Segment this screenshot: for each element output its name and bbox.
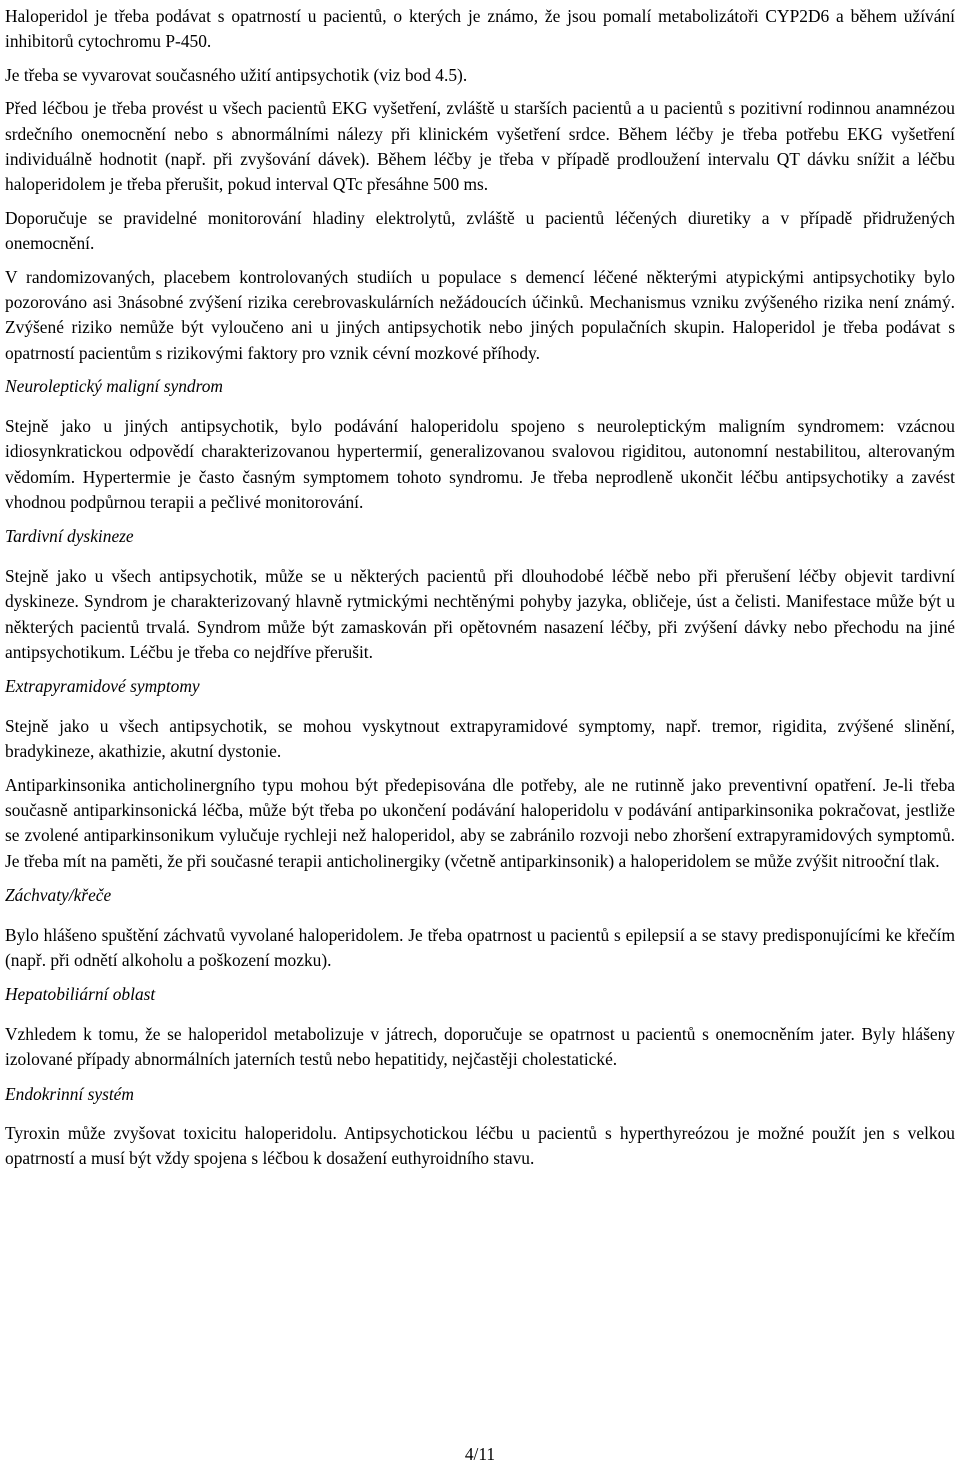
heading-endocrine: Endokrinní systém xyxy=(5,1083,134,1104)
paragraph-tardive-dyskinesia: Stejně jako u všech antipsychotik, může se u některých pacientů při dlouhodobé léčbě nebo při přerušení léčby objevit tardivní dyskineze. Syndrom je charakterizovaný hlavně rytmickými nechtěnými pohyby jazyka, obličeje, úst a čelisti. Manifestace může být u některých pacientů trvalá. Syndrom může být zamaskován při opětovném nasazení léčby, při zvýšení dávky nebo přechodu na jiné antipsychotikum. Léčbu je třeba co nejdříve přerušit. xyxy=(5,565,955,662)
heading-nms: Neuroleptický maligní syndrom xyxy=(5,376,223,397)
page-number: 4/11 xyxy=(464,1444,496,1464)
document-page xyxy=(5,0,955,1172)
heading-seizures: Záchvaty/křeče xyxy=(5,885,112,906)
paragraph-seizures: Bylo hlášeno spuštění záchvatů vyvolané haloperidolem. Je třeba opatrnost u pacientů s epilepsií a se stavy predisponujícími ke křečím (např. při odnětí alkoholu a poškození mozku). xyxy=(5,924,955,970)
paragraph-dementia: V randomizovaných, placebem kontrolovaných studiích u populace s demencí léčené některými atypickými antipsychotiky bylo pozorováno asi 3násobné zvýšení rizika cerebrovaskulárních nežádoucích účinků. Mechanismus vzniku zvýšeného rizika není známý. Zvýšené riziko nemůže být vyloučeno ani u jiných antipsychotik nebo jiných populačních skupin. Haloperidol je třeba podávat s opatrností pacientům s rizikovými faktory pro vznik cévní mozkové příhody. xyxy=(5,266,955,363)
paragraph-ekg: Před léčbou je třeba provést u všech pacientů EKG vyšetření, zvláště u starších pacientů a u pacientů s pozitivní rodinnou anamnézou srdečního onemocnění nebo s abnormálními nálezy při klinickém vyšetření srdce. Během léčby je třeba potřebu EKG vyšetření individuálně hodnotit (např. při zvyšování dávek). Během léčby je třeba v případě prodloužení intervalu QT dávku snížit a léčbu haloperidolem je třeba přerušit, pokud interval QTc přesáhne 500 ms. xyxy=(5,98,955,195)
heading-extrapyramidal: Extrapyramidové symptomy xyxy=(5,676,200,697)
paragraph-extrapyramidal-1: Stejně jako u všech antipsychotik, se mohou vyskytnout extrapyramidové symptomy, např. tremor, rigidita, zvýšené slinění, bradykineze, akathizie, akutní dystonie. xyxy=(5,715,955,762)
paragraph-electrolytes: Doporučuje se pravidelné monitorování hladiny elektrolytů, zvláště u pacientů léčených diuretiky a v případě přidružených onemocnění. xyxy=(5,207,955,254)
paragraph-hepatobiliary: Vzhledem k tomu, že se haloperidol metabolizuje v játrech, doporučuje se opatrnost u pacientů s onemocněním jater. Byly hlášeny izolované případy abnormálních jaterních testů nebo hepatitidy, nejčastěji cholestatické. xyxy=(5,1023,955,1070)
paragraph-antipsychotics: Je třeba se vyvarovat současného užití antipsychotik (viz bod 4.5). xyxy=(5,64,468,85)
heading-tardive-dyskinesia: Tardivní dyskineze xyxy=(5,526,134,547)
paragraph-nms: Stejně jako u jiných antipsychotik, bylo podávání haloperidolu spojeno s neuroleptickým maligním syndromem: vzácnou idiosynkratickou odpovědí charakterizovanou hypertermií, generalizovanou svalovou rigiditou, autonomní nestabilitou, alterovaným vědomím. Hypertermie je často časným symptomem tohoto syndromu. Je třeba neprodleně ukončit léčbu antipsychotiky a zavést vhodnou podpůrnou terapii a pečlivé monitorování. xyxy=(5,415,955,512)
paragraph-endocrine: Tyroxin může zvyšovat toxicitu haloperidolu. Antipsychotickou léčbu u pacientů s hyperthyreózou je možné použít jen s velkou opatrností a musí být vždy spojena s léčbou k dosažení euthyroidního stavu. xyxy=(5,1123,955,1169)
paragraph-cyp2d6: Haloperidol je třeba podávat s opatrností u pacientů, o kterých je známo, že jsou pomalí metabolizátoři CYP2D6 a během užívání inhibitorů cytochromu P-450. xyxy=(5,6,955,52)
paragraph-extrapyramidal-2: Antiparkinsonika anticholinergního typu mohou být předepisována dle potřeby, ale ne rutinně jako preventivní opatření. Je-li třeba současně antiparkinsonická léčba, může být třeba po ukončení podávání haloperidolu v podávání antiparkinsonika pokračovat, jestliže se zvolené antiparkinsonikum vylučuje rychleji než haloperidol, aby se zabránilo rozvoji nebo zhoršení extrapyramidových symptomů. Je třeba mít na paměti, že při současné terapii anticholinergiky (včetně antiparkinsonik) a haloperidolem se může zvýšit nitrooční tlak. xyxy=(5,774,955,871)
heading-hepatobiliary: Hepatobiliární oblast xyxy=(5,984,156,1005)
